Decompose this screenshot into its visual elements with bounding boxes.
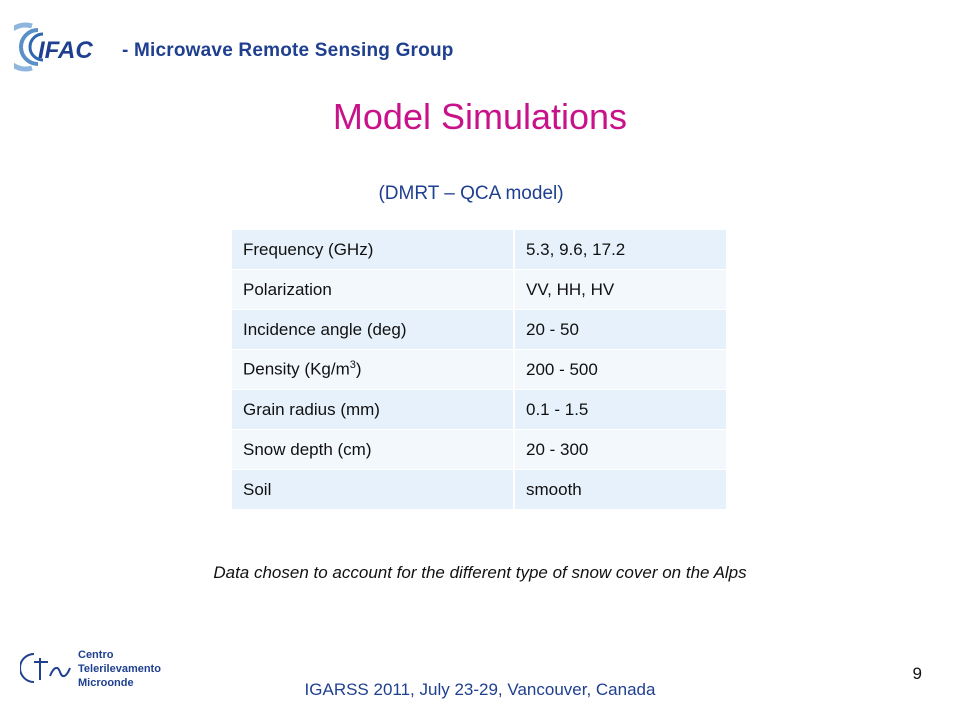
value-cell: 5.3, 9.6, 17.2 — [514, 230, 727, 270]
ctm-line: Microonde — [78, 677, 134, 689]
ctm-line: Telerilevamento — [78, 663, 161, 675]
value-cell: 20 - 300 — [514, 430, 727, 470]
page-title: Model Simulations — [332, 96, 628, 137]
table-row — [232, 430, 727, 470]
ctm-line: Centro — [78, 649, 114, 661]
param-cell: Snow depth (cm) — [232, 430, 514, 470]
param-text-end: ) — [355, 359, 362, 379]
param-cell: Incidence angle (deg) — [232, 310, 514, 350]
value-cell: 200 - 500 — [514, 350, 727, 390]
table-row — [232, 390, 727, 430]
param-cell: Grain radius (mm) — [232, 390, 514, 430]
param-text: Density (Kg/m — [243, 359, 350, 379]
value-cell: smooth — [514, 470, 727, 510]
page-number: 9 — [912, 664, 922, 683]
footnote: Data chosen to account for the different type of snow cover on the Alps — [213, 563, 747, 582]
param-superscript: 3 — [349, 359, 356, 372]
param-cell: Frequency (GHz) — [232, 230, 514, 270]
value-cell: 20 - 50 — [514, 310, 727, 350]
param-cell — [232, 350, 514, 390]
param-cell: Polarization — [232, 270, 514, 310]
table-row — [232, 230, 727, 270]
table-row — [232, 310, 727, 350]
param-cell: Soil — [232, 470, 514, 510]
table-row — [232, 470, 727, 510]
parameters-table — [232, 230, 728, 510]
value-cell: 0.1 - 1.5 — [514, 390, 727, 430]
group-name: - Microwave Remote Sensing Group — [122, 40, 454, 61]
table-row — [232, 270, 727, 310]
page-subtitle: (DMRT – QCA model) — [378, 183, 564, 204]
ifac-logo-text: IFAC — [38, 37, 93, 64]
table-row — [232, 350, 727, 390]
conference-footer: IGARSS 2011, July 23-29, Vancouver, Canada — [304, 680, 656, 699]
value-cell: VV, HH, HV — [514, 270, 727, 310]
ifac-logo — [14, 18, 118, 74]
